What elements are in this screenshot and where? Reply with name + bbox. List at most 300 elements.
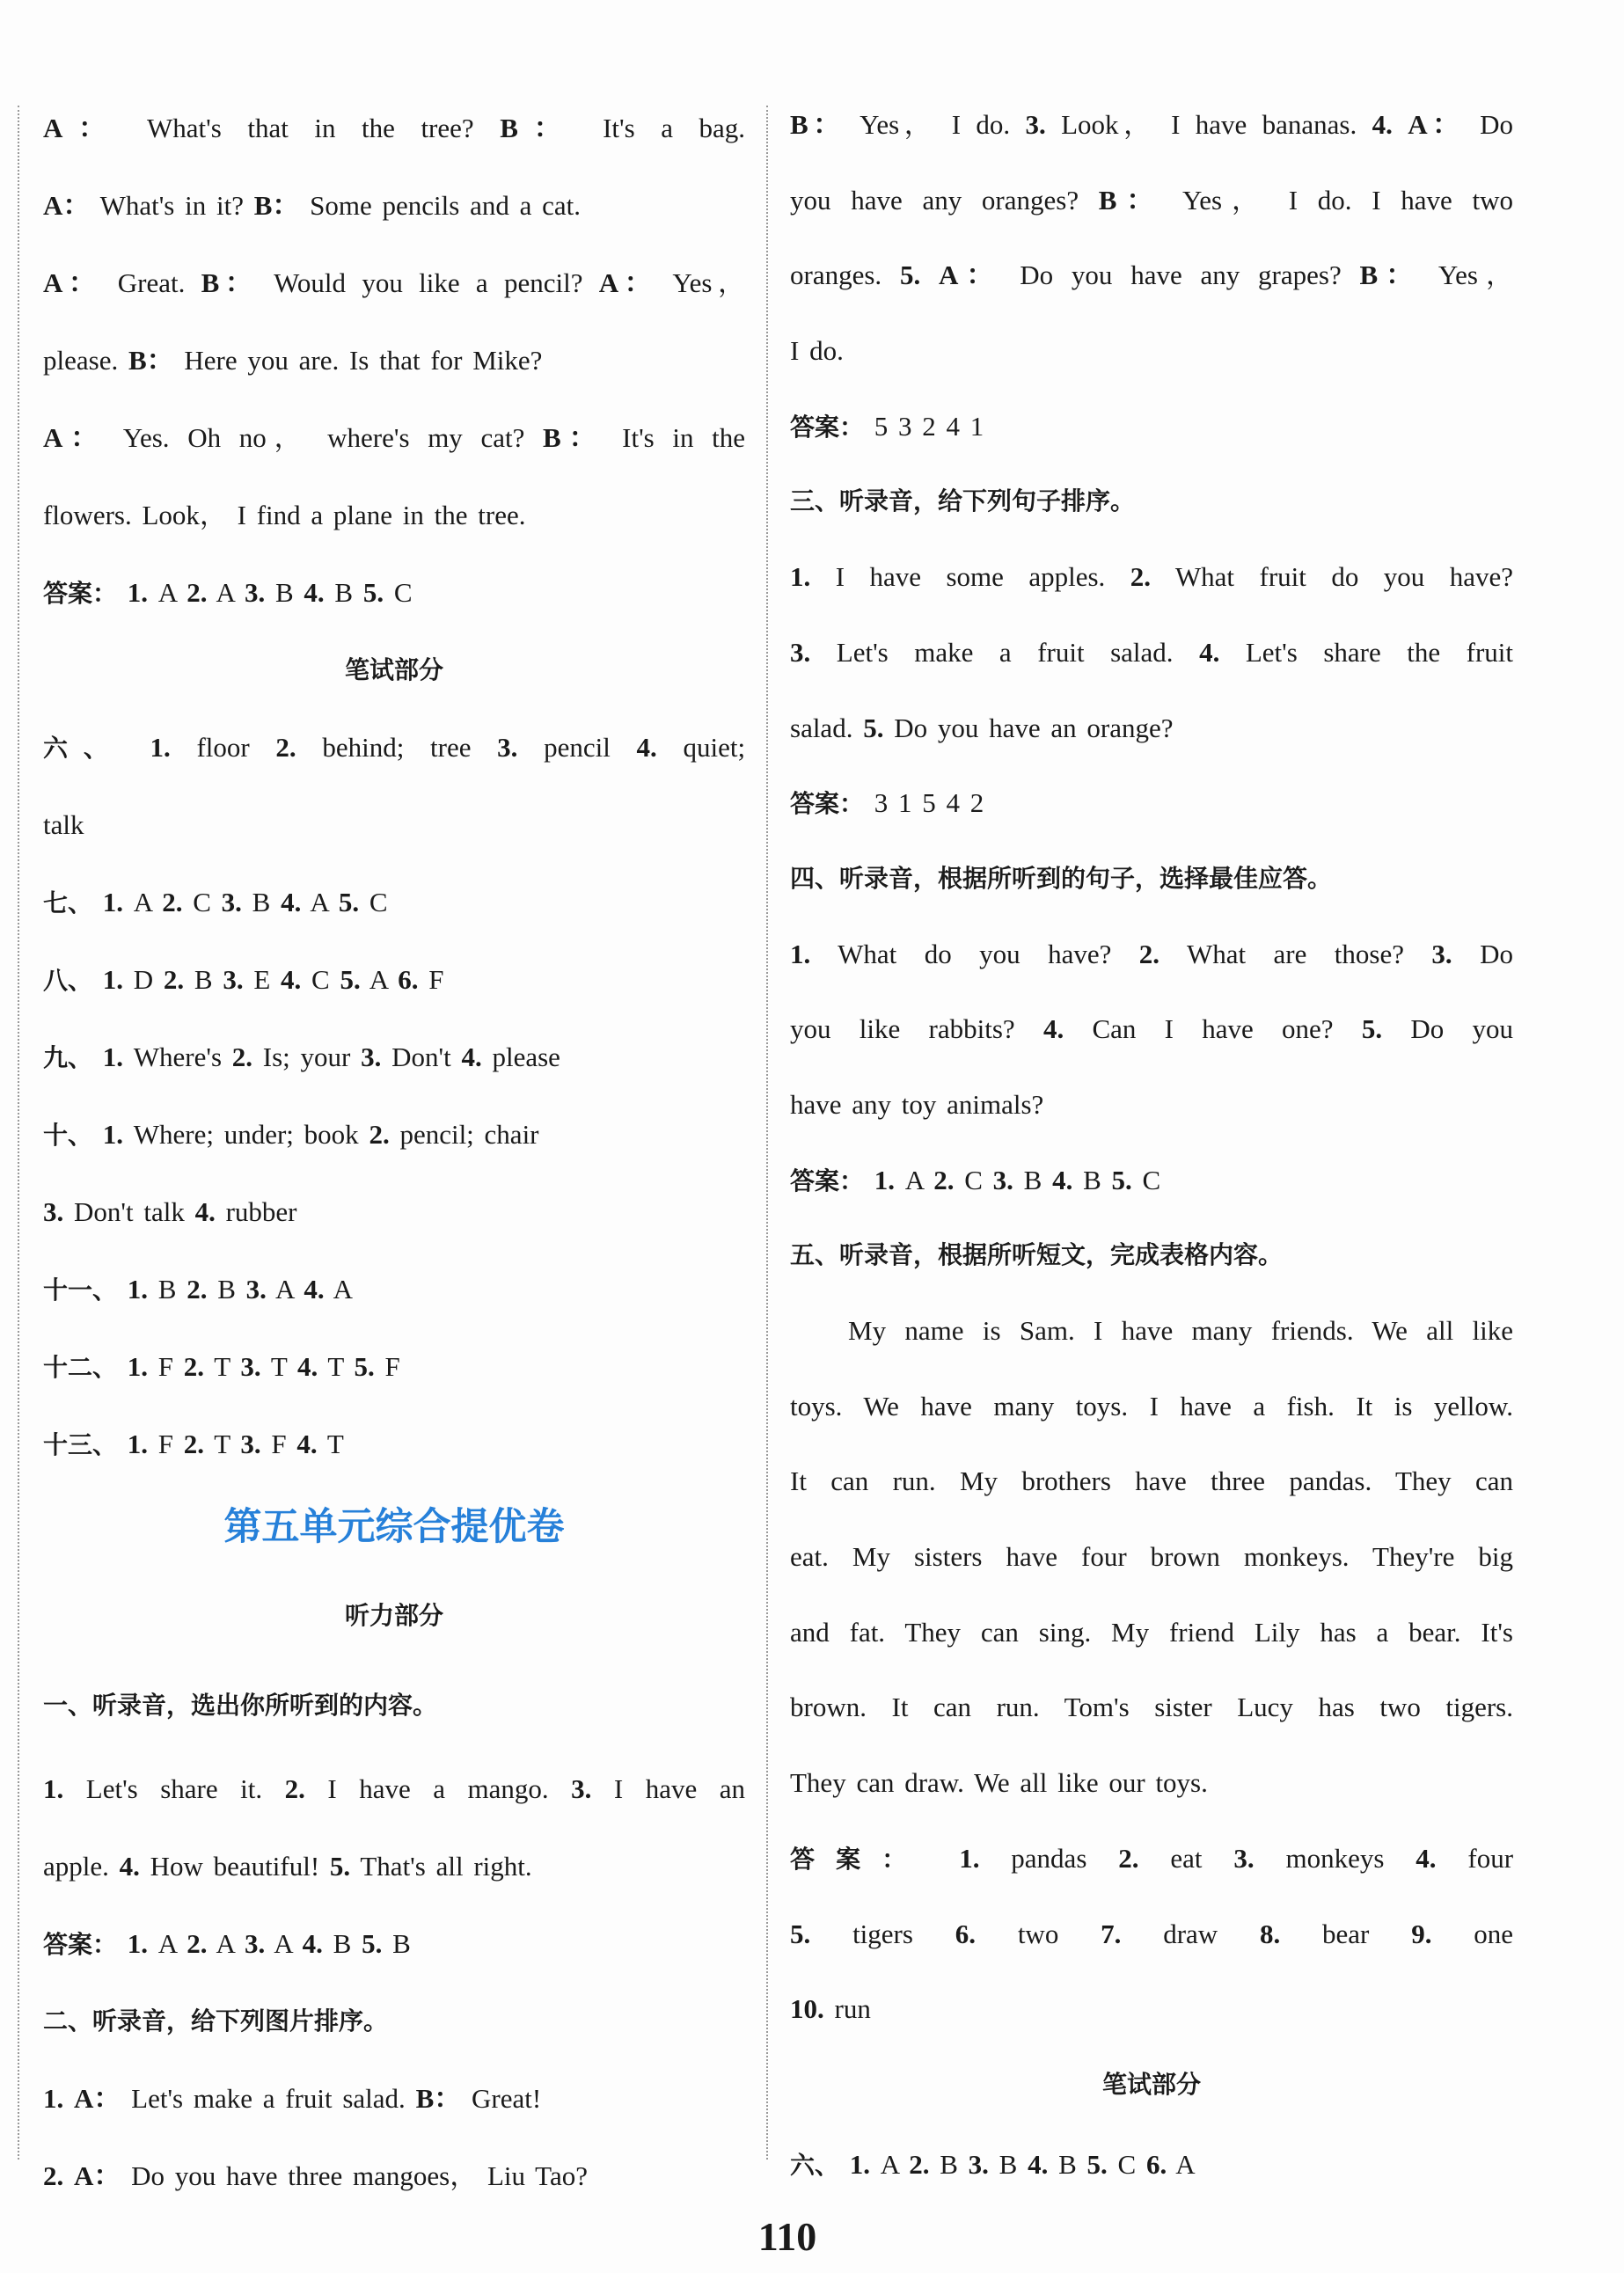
- text-segment: A: [157, 1928, 187, 1959]
- text-segment: B: [940, 2148, 969, 2180]
- bold-label: 3.: [571, 1773, 592, 1804]
- text-segment: I have some apples.: [835, 561, 1130, 593]
- text-segment: They can draw. We all like our toys.: [790, 1767, 1208, 1799]
- bold-label: 2.: [163, 964, 185, 995]
- text-segment: and fat. They can sing. My friend Lily has a bear. It's: [790, 1616, 1513, 1648]
- text-segment: What are those?: [1186, 938, 1432, 969]
- text-line: [790, 389, 1513, 464]
- bold-label: 5.: [790, 1918, 811, 1949]
- bold-label: 5.: [362, 577, 384, 608]
- bold-label: 1.: [874, 1164, 896, 1195]
- bold-label: B：: [128, 345, 174, 376]
- text-segment: tigers: [852, 1918, 955, 1949]
- text-segment: Let's share the fruit: [1245, 636, 1513, 668]
- bold-label: A：: [74, 2083, 121, 2114]
- text-line: [43, 245, 745, 322]
- text-segment: toys. We have many toys. I have a fish. It is yellow.: [790, 1390, 1513, 1422]
- text-segment: A: [216, 1928, 245, 1959]
- text-segment: salad.: [790, 712, 864, 743]
- bold-label: 2.: [1130, 561, 1151, 593]
- bold-label: 5.: [338, 887, 360, 917]
- text-segment: draw: [1163, 1918, 1260, 1949]
- text-segment: B: [1058, 2148, 1087, 2180]
- answer-label: 十、: [43, 1121, 93, 1150]
- bold-label: 5.: [329, 1851, 351, 1882]
- text-segment: talk: [43, 809, 84, 840]
- text-segment: That's all right.: [360, 1851, 532, 1882]
- bold-label: 2.: [43, 2160, 64, 2191]
- bold-label: A：: [43, 422, 106, 453]
- text-line: [43, 1905, 745, 1983]
- text-segment: Do: [1480, 109, 1513, 140]
- answer-label: 九、: [43, 1043, 93, 1072]
- text-segment: eat: [1170, 1842, 1234, 1874]
- column-divider-dotted-rule: [766, 106, 768, 2160]
- bold-label: 2.: [1118, 1842, 1139, 1874]
- text-line: [790, 313, 1513, 389]
- bold-label: 4.: [1416, 1842, 1437, 1874]
- text-line: [790, 1897, 1513, 1972]
- text-segment: 5 3 2 4 1: [874, 410, 984, 442]
- bold-label: 3.: [992, 1164, 1013, 1195]
- text-segment: A: [216, 577, 245, 608]
- text-line: [43, 322, 745, 399]
- text-segment: brown. It can run. Tom's sister Lucy has two tigers.: [790, 1692, 1513, 1723]
- text-segment: B: [334, 577, 363, 608]
- bold-label: A：: [1408, 109, 1465, 140]
- bold-label: 6.: [1145, 2148, 1167, 2180]
- text-line: [43, 1096, 745, 1173]
- bold-label: 2.: [187, 1274, 208, 1305]
- bold-label: 1.: [102, 964, 124, 995]
- text-line: [790, 691, 1513, 766]
- text-segment: E: [253, 964, 282, 995]
- text-segment: C: [311, 964, 340, 995]
- text-segment: eat. My sisters have four brown monkeys. They're big: [790, 1541, 1513, 1573]
- text-segment: floor: [196, 732, 276, 763]
- bold-label: 5.: [1111, 1164, 1132, 1195]
- text-segment: you like rabbits?: [790, 1013, 1043, 1045]
- bold-label: 1.: [102, 887, 124, 917]
- bold-label: 1.: [849, 2148, 871, 2180]
- text-segment: one: [1474, 1918, 1513, 1949]
- bold-label: 3.: [240, 1429, 261, 1459]
- text-segment: C: [1142, 1164, 1161, 1195]
- text-segment: B: [217, 1274, 246, 1305]
- text-segment: 四、听录音，根据所听到的句子，选择最佳应答。: [790, 863, 1333, 893]
- text-line: [43, 941, 745, 1019]
- text-segment: four: [1467, 1842, 1513, 1874]
- bold-label: 4.: [461, 1041, 482, 1072]
- bold-label: B：: [415, 2083, 462, 2114]
- bold-label: 1.: [127, 1429, 149, 1459]
- bold-label: B：: [1359, 259, 1422, 291]
- text-segment: 一、听录音，选出你所听到的内容。: [43, 1691, 438, 1720]
- text-segment: 第五单元综合提优卷: [223, 1505, 565, 1549]
- bold-label: 2.: [231, 1041, 253, 1072]
- text-segment: oranges.: [790, 259, 900, 291]
- bold-label: 6.: [398, 964, 419, 995]
- bold-label: 1.: [959, 1842, 980, 1874]
- bold-label: 3.: [1431, 938, 1452, 969]
- text-line: [790, 238, 1513, 313]
- answer-label: 十三、: [43, 1430, 118, 1459]
- answer-label: 答案：: [43, 579, 118, 608]
- bold-label: A：: [939, 259, 1002, 291]
- text-segment: 听力部分: [344, 1601, 443, 1630]
- bold-label: 1.: [43, 2083, 64, 2114]
- bold-label: 1.: [102, 1119, 124, 1150]
- text-segment: Yes，: [672, 267, 745, 298]
- bold-label: 8.: [1259, 1918, 1281, 1949]
- text-segment: A: [880, 2148, 910, 2180]
- text-segment: B: [274, 577, 304, 608]
- text-segment: A: [369, 964, 399, 995]
- bold-label: 1.: [127, 1351, 149, 1382]
- text-segment: What's that in the tree?: [147, 113, 501, 143]
- right-column: [790, 87, 1513, 2207]
- text-segment: B: [252, 887, 282, 917]
- bold-label: 3.: [1025, 109, 1046, 140]
- text-segment: Do you: [1410, 1013, 1513, 1045]
- bold-label: 4.: [636, 732, 657, 763]
- text-segment: Look， I have bananas.: [1061, 109, 1372, 140]
- text-segment: F: [157, 1351, 184, 1382]
- text-segment: Here you are. Is that for Mike?: [184, 345, 543, 376]
- text-line: [43, 2138, 745, 2215]
- bold-label: 2.: [909, 2148, 930, 2180]
- text-line: [43, 399, 745, 477]
- text-segment: Some pencils and a cat.: [310, 190, 581, 221]
- bold-label: 2.: [284, 1773, 305, 1804]
- text-line: [790, 917, 1513, 992]
- text-segment: F: [384, 1351, 400, 1382]
- bold-label: 4.: [281, 887, 302, 917]
- section-heading: [43, 1571, 745, 1661]
- text-segment: Don't: [391, 1041, 462, 1072]
- bold-label: 5.: [362, 1928, 383, 1959]
- text-line: [43, 90, 745, 167]
- bold-label: 2.: [183, 1351, 205, 1382]
- bold-label: 3.: [790, 636, 811, 668]
- bold-label: 4.: [296, 1429, 318, 1459]
- text-line: [43, 1328, 745, 1406]
- text-segment: What do you have?: [838, 938, 1139, 969]
- answer-label: 七、: [43, 888, 93, 917]
- text-segment: 五、听录音，根据所听短文，完成表格内容。: [790, 1240, 1284, 1270]
- text-line: [790, 163, 1513, 238]
- text-line: [43, 786, 745, 864]
- text-segment: 三、听录音，给下列句子排序。: [790, 486, 1136, 516]
- bold-label: 4.: [194, 1196, 216, 1227]
- text-line: [790, 87, 1513, 163]
- bold-label: 3.: [223, 964, 244, 995]
- text-segment: Great.: [117, 267, 201, 298]
- bold-label: A：: [74, 2160, 121, 2191]
- bold-label: 1.: [127, 577, 149, 608]
- section-heading: [43, 632, 745, 709]
- bold-label: 2.: [933, 1164, 955, 1195]
- bold-label: 4.: [304, 1274, 325, 1305]
- text-line: [790, 1821, 1513, 1897]
- text-line: [790, 1971, 1513, 2047]
- answer-label: 答案：: [790, 412, 865, 442]
- bold-label: 1.: [150, 732, 171, 763]
- bold-label: B：: [790, 109, 845, 140]
- text-segment: F: [271, 1429, 297, 1459]
- bold-label: 2.: [369, 1119, 390, 1150]
- bold-label: 5.: [1086, 2148, 1108, 2180]
- left-margin-dotted-rule: [18, 106, 19, 2160]
- text-line: [790, 1519, 1513, 1595]
- bold-label: 3.: [43, 1196, 64, 1227]
- text-line: [43, 477, 745, 554]
- text-segment: I have an: [613, 1773, 745, 1804]
- bold-label: B：: [500, 113, 577, 143]
- text-segment: T: [214, 1351, 241, 1382]
- text-line: [43, 554, 745, 632]
- text-segment: B: [157, 1274, 187, 1305]
- bold-label: B：: [543, 422, 604, 453]
- text-segment: B: [392, 1928, 411, 1959]
- bold-label: 4.: [119, 1851, 140, 1882]
- text-line: [43, 1828, 745, 1905]
- bold-label: 4.: [296, 1351, 318, 1382]
- text-segment: pencil: [544, 732, 637, 763]
- answer-label: 答案：: [790, 1166, 865, 1195]
- bold-label: 3.: [245, 1274, 267, 1305]
- text-segment: B: [1023, 1164, 1053, 1195]
- text-segment: pandas: [1011, 1842, 1119, 1874]
- text-segment: 二、听录音，给下列图片排序。: [43, 2006, 389, 2035]
- text-segment: A: [1175, 2148, 1196, 2180]
- text-segment: A: [133, 887, 163, 917]
- bold-label: 4.: [1028, 2148, 1049, 2180]
- answer-label: 答案：: [790, 1844, 928, 1874]
- bold-label: 3.: [497, 732, 518, 763]
- text-line: [43, 864, 745, 941]
- text-segment: Yes. Oh no， where's my cat?: [122, 422, 543, 453]
- bold-label: A：: [43, 113, 121, 143]
- text-segment: T: [270, 1351, 297, 1382]
- text-segment: A: [274, 1274, 304, 1305]
- text-segment: T: [326, 1429, 344, 1459]
- left-column: [43, 90, 745, 2215]
- text-segment: Do: [1480, 938, 1513, 969]
- bold-label: 4.: [1042, 1013, 1064, 1045]
- text-segment: Do you have any grapes?: [1020, 259, 1360, 291]
- answer-label: 答案：: [790, 789, 865, 819]
- bold-label: 10.: [790, 1993, 824, 2025]
- question-heading: [790, 1217, 1513, 1293]
- text-segment: apple.: [43, 1851, 120, 1882]
- text-line: [790, 1670, 1513, 1745]
- bold-label: 2.: [275, 732, 296, 763]
- bold-label: 2.: [162, 887, 183, 917]
- bold-label: 1.: [102, 1041, 124, 1072]
- bold-label: 5.: [340, 964, 361, 995]
- text-segment: A: [310, 887, 339, 917]
- text-segment: C: [369, 887, 388, 917]
- bold-label: A：: [598, 267, 658, 298]
- answer-label: 十一、: [43, 1275, 118, 1305]
- bold-label: 5.: [1361, 1013, 1383, 1045]
- text-segment: run: [834, 1993, 871, 2025]
- text-segment: have any toy animals?: [790, 1088, 1044, 1120]
- text-segment: C: [1117, 2148, 1146, 2180]
- text-segment: two: [1017, 1918, 1101, 1949]
- answer-label: 六、: [43, 734, 124, 763]
- text-segment: It's in the: [622, 422, 745, 453]
- bold-label: 3.: [361, 1041, 382, 1072]
- text-segment: please: [492, 1041, 560, 1072]
- text-segment: I do.: [790, 335, 844, 367]
- text-line: [43, 167, 745, 245]
- bold-label: 7.: [1101, 1918, 1122, 1949]
- bold-label: 3.: [221, 887, 242, 917]
- text-segment: flowers. Look， I find a plane in the tree.: [43, 500, 526, 530]
- text-line: [43, 1173, 745, 1251]
- bold-label: 1.: [43, 1773, 64, 1804]
- text-segment: B: [999, 2148, 1028, 2180]
- text-segment: B: [1083, 1164, 1112, 1195]
- text-line: [43, 1251, 745, 1328]
- bold-label: 4.: [304, 577, 325, 608]
- answer-label: 六、: [790, 2150, 840, 2180]
- text-line: [790, 615, 1513, 691]
- text-segment: 笔试部分: [1101, 2069, 1201, 2099]
- text-segment: Would you like a pencil?: [274, 267, 599, 298]
- bold-label: 1.: [790, 561, 811, 593]
- bold-label: 5.: [899, 259, 921, 291]
- text-segment: Do you have an orange?: [894, 712, 1174, 743]
- text-segment: What fruit do you have?: [1174, 561, 1513, 593]
- bold-label: 6.: [955, 1918, 976, 1949]
- text-segment: Yes，: [1437, 259, 1513, 291]
- bold-label: 1.: [127, 1928, 149, 1959]
- text-segment: B: [194, 964, 223, 995]
- question-heading: [43, 1661, 745, 1750]
- bold-label: 4.: [1199, 636, 1220, 668]
- text-segment: 笔试部分: [344, 655, 443, 684]
- text-segment: Can I have one?: [1092, 1013, 1362, 1045]
- bold-label: A：: [43, 267, 102, 298]
- text-segment: A: [274, 1928, 303, 1959]
- text-segment: Don't talk: [74, 1196, 195, 1227]
- text-segment: What's in it?: [99, 190, 254, 221]
- bold-label: 9.: [1411, 1918, 1432, 1949]
- answer-label: 十二、: [43, 1353, 118, 1382]
- text-line: [43, 1406, 745, 1483]
- text-line: [790, 1443, 1513, 1519]
- text-segment: Great!: [472, 2083, 542, 2114]
- text-line: [790, 539, 1513, 615]
- bold-label: 2.: [183, 1429, 205, 1459]
- answer-label: 八、: [43, 966, 93, 995]
- text-segment: rubber: [225, 1196, 297, 1227]
- bold-label: 2.: [187, 1928, 208, 1959]
- bold-label: 3.: [240, 1351, 261, 1382]
- text-line: [43, 709, 745, 786]
- bold-label: 4.: [302, 1928, 323, 1959]
- text-segment: My name is Sam. I have many friends. We all like: [848, 1315, 1513, 1346]
- text-segment: Yes， I do.: [860, 109, 1026, 140]
- text-segment: B: [333, 1928, 362, 1959]
- text-segment: Do you have three mangoes， Liu Tao?: [131, 2160, 588, 2191]
- text-line: [790, 1143, 1513, 1218]
- text-segment: C: [193, 887, 222, 917]
- bold-label: B：: [253, 190, 300, 221]
- text-segment: please.: [43, 345, 128, 376]
- text-segment: I have a mango.: [327, 1773, 572, 1804]
- bold-label: 3.: [968, 2148, 989, 2180]
- bold-label: 4.: [281, 964, 302, 995]
- text-line: [43, 2060, 745, 2138]
- text-segment: D: [133, 964, 164, 995]
- bold-label: 4.: [1052, 1164, 1073, 1195]
- bold-label: 5.: [354, 1351, 375, 1382]
- section-heading: [790, 2047, 1513, 2123]
- bold-label: 1.: [127, 1274, 149, 1305]
- question-heading: [790, 841, 1513, 917]
- text-segment: T: [327, 1351, 355, 1382]
- bold-label: 3.: [1233, 1842, 1255, 1874]
- text-line: [790, 1293, 1513, 1369]
- bold-label: B：: [1098, 184, 1164, 216]
- text-segment: Where's: [133, 1041, 232, 1072]
- text-segment: A: [333, 1274, 354, 1305]
- bold-label: 2.: [187, 577, 208, 608]
- text-segment: Where; under; book: [133, 1119, 369, 1150]
- text-segment: 3 1 5 4 2: [874, 787, 984, 819]
- text-line: [43, 1750, 745, 1828]
- bold-label: 1.: [790, 938, 811, 969]
- answer-label: 答案：: [43, 1930, 118, 1959]
- page-number: 110: [757, 2214, 817, 2259]
- text-segment: It can run. My brothers have three pandas. They can: [790, 1465, 1513, 1497]
- text-segment: It's a bag.: [603, 113, 745, 143]
- text-segment: Let's share it.: [85, 1773, 285, 1804]
- text-line: [790, 991, 1513, 1067]
- unit-title: [43, 1483, 745, 1571]
- bold-label: 5.: [863, 712, 884, 743]
- text-segment: behind; tree: [322, 732, 498, 763]
- text-segment: bear: [1322, 1918, 1412, 1949]
- text-segment: Is; your: [262, 1041, 362, 1072]
- text-line: [790, 2123, 1513, 2207]
- text-segment: A: [904, 1164, 934, 1195]
- question-heading: [43, 1983, 745, 2060]
- bold-label: A：: [43, 190, 91, 221]
- text-line: [790, 1067, 1513, 1143]
- text-segment: T: [214, 1429, 241, 1459]
- text-segment: C: [393, 577, 413, 608]
- text-line: [790, 1595, 1513, 1670]
- text-segment: monkeys: [1285, 1842, 1416, 1874]
- bold-label: 3.: [244, 1928, 266, 1959]
- text-segment: Yes， I do. I have two: [1181, 184, 1513, 216]
- bold-label: 3.: [244, 577, 266, 608]
- text-line: [790, 1369, 1513, 1444]
- text-segment: F: [428, 964, 444, 995]
- text-line: [43, 1019, 745, 1096]
- text-segment: F: [157, 1429, 184, 1459]
- question-heading: [790, 464, 1513, 539]
- bold-label: 4.: [1372, 109, 1393, 140]
- text-segment: How beautiful!: [150, 1851, 330, 1882]
- text-segment: quiet;: [683, 732, 745, 763]
- text-segment: pencil; chair: [399, 1119, 539, 1150]
